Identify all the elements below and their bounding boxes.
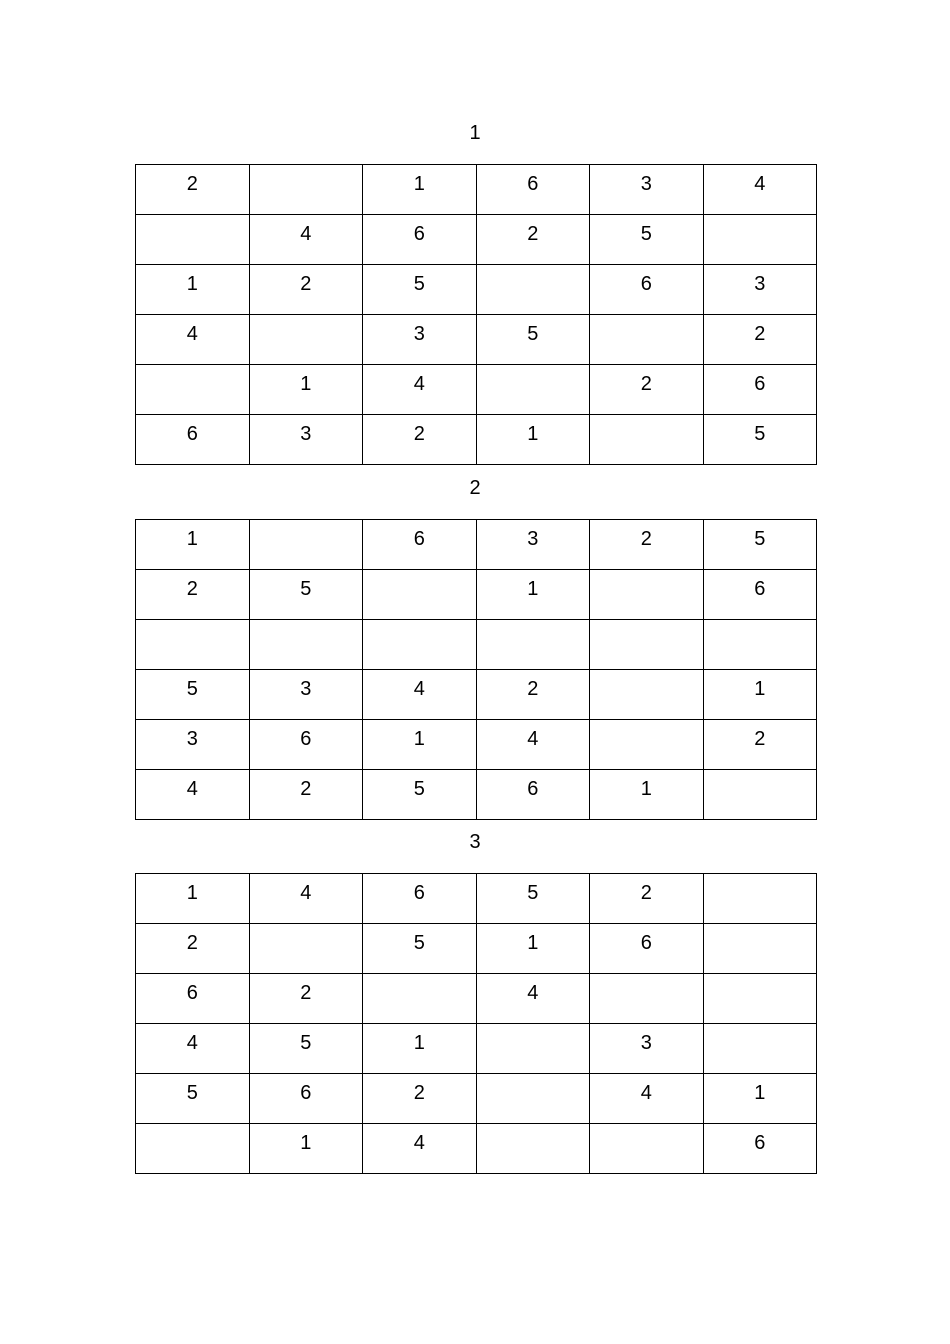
grid-cell: 3 (590, 165, 704, 215)
grid-cell: 1 (363, 1024, 477, 1074)
grid-row (136, 570, 817, 620)
grid-cell (590, 670, 704, 720)
grid-cell: 4 (363, 365, 477, 415)
grid-cell (590, 720, 704, 770)
grid-cell (590, 620, 704, 670)
grid-cell: 2 (136, 570, 250, 620)
grid-cell: 1 (136, 265, 250, 315)
grid-cell (590, 415, 704, 465)
grid-row (136, 215, 817, 265)
grid-cell: 3 (363, 315, 477, 365)
grid-cell (136, 365, 250, 415)
grid-row (136, 770, 817, 820)
grid-row (136, 620, 817, 670)
grid-cell: 2 (590, 520, 704, 570)
grid-cell: 3 (136, 720, 250, 770)
grid-cell: 1 (249, 1124, 363, 1174)
grid-cell: 2 (476, 215, 590, 265)
grid-cell: 2 (363, 1074, 477, 1124)
puzzle-title: 1 (469, 122, 481, 144)
sudoku-grid (135, 164, 817, 465)
grid-cell: 1 (476, 570, 590, 620)
grid-cell: 5 (703, 415, 817, 465)
grid-cell: 3 (476, 520, 590, 570)
grid-cell: 2 (136, 924, 250, 974)
grid-cell: 1 (363, 165, 477, 215)
grid-cell: 6 (476, 165, 590, 215)
grid-cell: 6 (363, 520, 477, 570)
grid-cell: 3 (249, 415, 363, 465)
grid-cell: 2 (703, 720, 817, 770)
grid-cell: 5 (476, 315, 590, 365)
grid-cell (590, 974, 704, 1024)
grid-cell: 6 (363, 874, 477, 924)
grid-cell (476, 265, 590, 315)
grid-cell (363, 620, 477, 670)
grid-cell: 2 (136, 165, 250, 215)
puzzle-title: 3 (469, 831, 481, 853)
grid-cell: 5 (136, 670, 250, 720)
grid-cell (136, 620, 250, 670)
grid-cell: 4 (136, 315, 250, 365)
grid-cell: 2 (703, 315, 817, 365)
grid-row (136, 315, 817, 365)
grid-row (136, 874, 817, 924)
grid-cell (703, 924, 817, 974)
grid-cell (249, 924, 363, 974)
sudoku-grid (135, 519, 817, 820)
grid-cell (703, 620, 817, 670)
grid-cell (476, 1124, 590, 1174)
grid-cell: 2 (249, 265, 363, 315)
grid-cell: 3 (249, 670, 363, 720)
grid-cell: 6 (249, 1074, 363, 1124)
grid-cell (703, 770, 817, 820)
grid-row (136, 1124, 817, 1174)
grid-cell: 1 (363, 720, 477, 770)
grid-row (136, 165, 817, 215)
grid-cell (249, 520, 363, 570)
grid-cell (136, 1124, 250, 1174)
grid-cell: 6 (136, 974, 250, 1024)
grid-row (136, 670, 817, 720)
grid-cell: 5 (136, 1074, 250, 1124)
grid-cell: 6 (363, 215, 477, 265)
grid-cell: 2 (249, 770, 363, 820)
grid-cell: 4 (249, 215, 363, 265)
sudoku-grid (135, 873, 817, 1174)
grid-cell: 2 (590, 365, 704, 415)
grid-cell (703, 974, 817, 1024)
grid-cell: 5 (363, 770, 477, 820)
grid-cell (476, 620, 590, 670)
grid-cell: 3 (703, 265, 817, 315)
grid-cell: 6 (590, 265, 704, 315)
grid-cell: 4 (136, 1024, 250, 1074)
grid-cell: 4 (476, 720, 590, 770)
grid-cell (476, 1074, 590, 1124)
grid-cell: 5 (363, 924, 477, 974)
grid-cell: 4 (476, 974, 590, 1024)
grid-cell (363, 570, 477, 620)
grid-cell: 6 (476, 770, 590, 820)
grid-cell: 5 (703, 520, 817, 570)
grid-cell: 6 (703, 365, 817, 415)
grid-cell (703, 215, 817, 265)
grid-cell: 6 (590, 924, 704, 974)
grid-cell: 2 (476, 670, 590, 720)
grid-cell: 1 (703, 670, 817, 720)
grid-row (136, 520, 817, 570)
grid-cell: 2 (249, 974, 363, 1024)
grid-cell (249, 620, 363, 670)
grid-row (136, 720, 817, 770)
puzzle-title: 2 (469, 477, 481, 499)
grid-cell: 1 (249, 365, 363, 415)
grid-cell: 5 (476, 874, 590, 924)
grid-cell: 6 (136, 415, 250, 465)
grid-cell (136, 215, 250, 265)
grid-cell: 1 (476, 415, 590, 465)
grid-row (136, 365, 817, 415)
grid-cell: 6 (249, 720, 363, 770)
grid-cell (590, 315, 704, 365)
grid-cell (590, 570, 704, 620)
grid-cell (476, 1024, 590, 1074)
grid-cell (703, 1024, 817, 1074)
grid-cell: 4 (249, 874, 363, 924)
grid-cell: 5 (249, 1024, 363, 1074)
grid-row (136, 1074, 817, 1124)
grid-cell: 4 (363, 1124, 477, 1174)
grid-cell: 5 (363, 265, 477, 315)
grid-cell: 5 (249, 570, 363, 620)
grid-row (136, 974, 817, 1024)
grid-row (136, 924, 817, 974)
grid-row (136, 415, 817, 465)
grid-cell (249, 315, 363, 365)
grid-cell: 6 (703, 570, 817, 620)
grid-row (136, 1024, 817, 1074)
grid-row (136, 265, 817, 315)
grid-cell: 5 (590, 215, 704, 265)
grid-cell: 4 (590, 1074, 704, 1124)
grid-cell: 1 (476, 924, 590, 974)
grid-cell (249, 165, 363, 215)
grid-cell: 2 (363, 415, 477, 465)
grid-cell: 1 (136, 520, 250, 570)
grid-cell: 3 (590, 1024, 704, 1074)
grid-cell (363, 974, 477, 1024)
grid-cell (590, 1124, 704, 1174)
grid-cell: 4 (363, 670, 477, 720)
grid-cell: 1 (703, 1074, 817, 1124)
grid-cell: 2 (590, 874, 704, 924)
grid-cell: 4 (136, 770, 250, 820)
grid-cell: 6 (703, 1124, 817, 1174)
grid-cell: 1 (136, 874, 250, 924)
grid-cell (476, 365, 590, 415)
grid-cell (703, 874, 817, 924)
grid-cell: 1 (590, 770, 704, 820)
grid-cell: 4 (703, 165, 817, 215)
